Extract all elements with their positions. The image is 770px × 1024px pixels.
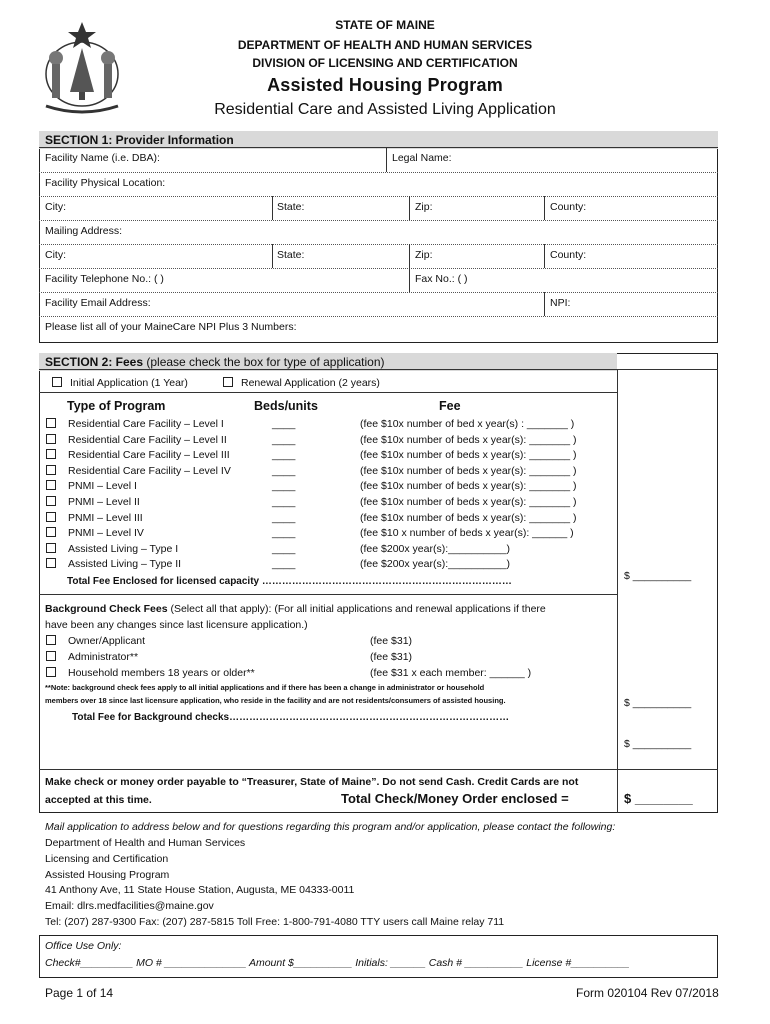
program-row[interactable] (46, 464, 577, 477)
background-check-checkbox[interactable] (46, 651, 56, 661)
background-check-name: Household members 18 years or older** (68, 667, 255, 679)
zip-field[interactable]: Zip: (415, 201, 433, 213)
payable-instruction-line2: accepted at this time. (45, 794, 152, 806)
background-check-name: Owner/Applicant (68, 635, 146, 647)
mailing-zip-field[interactable]: Zip: (415, 249, 433, 261)
mailing-state-field[interactable]: State: (277, 249, 305, 261)
background-check-name: Administrator** (68, 651, 139, 663)
col-fee: Fee (439, 399, 461, 413)
page-number: Page 1 of 14 (45, 986, 114, 1000)
total-background-checks: Total Fee for Background checks………………………………………………………………………… (72, 712, 510, 723)
program-beds[interactable]: ____ (272, 558, 296, 571)
mail-intro: Mail application to address below and for questions regarding this program and/or application, please contact the following: (45, 821, 616, 833)
program-row[interactable] (46, 418, 575, 430)
background-note-line2: members over 18 since last licensure application, who reside in the facility and are not residents/consumers of assisted housing. (45, 696, 506, 705)
background-note-line1: **Note: background check fees apply to all initial applications and if there has been a change in administrator or household (45, 683, 485, 692)
program-checkbox[interactable] (46, 558, 56, 568)
npi-list-field[interactable]: Please list all of your MaineCare NPI Plus 3 Numbers: (45, 321, 297, 333)
mailing-city-field[interactable]: City: (45, 249, 66, 261)
renewal-application-checkbox[interactable]: Renewal Application (2 years) (223, 377, 380, 389)
section2-title: SECTION 2: Fees (please check the box for type of application) (39, 353, 617, 371)
program-fee: (fee $10x number of beds x year(s): _______ ) (360, 496, 577, 508)
program-beds[interactable]: ____ (272, 433, 296, 446)
initial-application-checkbox[interactable]: Initial Application (1 Year) (52, 377, 188, 389)
program-checkbox[interactable] (46, 418, 56, 428)
program-fee: (fee $10x number of beds x year(s): _______ ) (360, 480, 577, 493)
amount-column-divider (617, 369, 618, 813)
program-name: Residential Care Facility – Level I (68, 418, 224, 430)
background-check-checkbox[interactable] (46, 667, 56, 677)
program-checkbox[interactable] (46, 434, 56, 444)
program-fee: (fee $10x number of bed x year(s) : _______ ) (360, 418, 575, 430)
header-subtitle: Residential Care and Assisted Living Application (214, 101, 556, 118)
office-use-title: Office Use Only: (45, 940, 122, 952)
program-checkbox[interactable] (46, 465, 56, 475)
program-beds[interactable]: ____ (272, 511, 296, 524)
header-department: DEPARTMENT OF HEALTH AND HUMAN SERVICES (237, 38, 533, 52)
office-use-fields: Check#_________ MO # ______________ Amount $__________ Initials: ______ Cash # __________ License #__________ (45, 957, 630, 969)
mailing-address-field[interactable]: Mailing Address: (45, 225, 123, 237)
background-check-fee: (fee $31) (370, 635, 413, 647)
npi-field[interactable]: NPI: (550, 297, 571, 309)
form-number: Form 020104 Rev 07/2018 (576, 986, 719, 1000)
col-type-of-program: Type of Program (67, 399, 166, 413)
background-check-title-line2: have been any changes since last licensure application.) (45, 619, 308, 631)
legal-name-field[interactable]: Legal Name: (392, 152, 452, 164)
header-division: DIVISION OF LICENSING AND CERTIFICATION (252, 56, 518, 70)
mail-line: Department of Health and Human Services (45, 837, 246, 849)
background-check-row[interactable] (46, 667, 532, 679)
mail-line: Assisted Housing Program (45, 868, 170, 881)
program-row[interactable] (46, 480, 577, 493)
program-beds[interactable]: ____ (272, 480, 296, 493)
program-beds[interactable]: ____ (272, 418, 296, 430)
program-row[interactable] (46, 433, 577, 446)
program-beds[interactable]: ____ (272, 542, 296, 555)
background-check-fee: (fee $31) (370, 651, 413, 663)
telephone-field[interactable]: Facility Telephone No.: ( ) (45, 273, 164, 285)
total-licensed-capacity: Total Fee Enclosed for licensed capacity ………………………………………………………………… (67, 576, 512, 587)
total-check-label: Total Check/Money Order enclosed = (341, 791, 569, 806)
program-fee: (fee $10 x number of beds x year(s): ______ ) (360, 527, 574, 540)
program-row[interactable] (46, 511, 577, 524)
total-licensed-amount[interactable]: $ __________ (624, 570, 692, 582)
program-name: Residential Care Facility – Level III (68, 449, 230, 462)
program-beds[interactable]: ____ (272, 449, 296, 462)
program-checkbox[interactable] (46, 512, 56, 522)
program-row[interactable] (46, 558, 511, 571)
state-field[interactable]: State: (277, 201, 305, 213)
background-check-row[interactable] (46, 651, 413, 663)
background-check-checkbox[interactable] (46, 635, 56, 645)
total-check-amount[interactable]: $ ________ (624, 791, 693, 806)
program-row[interactable] (46, 449, 577, 462)
physical-location-field[interactable]: Facility Physical Location: (45, 177, 166, 189)
mail-line: Email: dlrs.medfacilities@maine.gov (45, 900, 214, 913)
program-beds[interactable]: ____ (272, 496, 296, 508)
program-row[interactable] (46, 527, 574, 540)
program-row[interactable] (46, 542, 511, 555)
program-name: Assisted Living – Type II (68, 558, 182, 571)
background-check-row[interactable] (46, 635, 413, 647)
program-name: Residential Care Facility – Level II (68, 433, 227, 446)
program-fee: (fee $200x year(s):__________) (360, 542, 511, 555)
program-checkbox[interactable] (46, 449, 56, 459)
section1-title: SECTION 1: Provider Information (39, 131, 718, 149)
program-name: PNMI – Level IV (68, 527, 144, 540)
program-fee: (fee $10x number of beds x year(s): _______ ) (360, 449, 577, 462)
background-check-fee: (fee $31 x each member: ______ ) (370, 667, 532, 679)
program-beds[interactable]: ____ (272, 527, 296, 540)
col-beds-units: Beds/units (254, 399, 318, 413)
mail-line: Licensing and Certification (45, 852, 169, 865)
program-name: PNMI – Level II (68, 496, 140, 508)
program-checkbox[interactable] (46, 527, 56, 537)
mail-line: 41 Anthony Ave, 11 State House Station, Augusta, ME 04333-0011 (45, 884, 355, 897)
background-check-title: Background Check Fees (Select all that apply): (For all initial applications and renewal applications if there (45, 603, 546, 615)
mail-line: Tel: (207) 287-9300 Fax: (207) 287-5815 Toll Free: 1-800-791-4080 TTY users call Maine relay 711 (45, 916, 505, 928)
facility-name-field[interactable]: Facility Name (i.e. DBA): (45, 152, 160, 164)
program-name: PNMI – Level I (68, 480, 137, 493)
background-note-amount[interactable]: $ __________ (624, 697, 692, 709)
program-checkbox[interactable] (46, 496, 56, 506)
fax-field[interactable]: Fax No.: ( ) (415, 273, 468, 285)
program-name: Residential Care Facility – Level IV (68, 464, 231, 477)
mailing-county-field[interactable]: County: (550, 249, 587, 261)
program-checkbox[interactable] (46, 543, 56, 553)
county-field[interactable]: County: (550, 201, 587, 213)
header-state: STATE OF MAINE (335, 18, 435, 32)
total-background-amount[interactable]: $ __________ (624, 738, 692, 750)
program-beds[interactable]: ____ (272, 464, 296, 477)
program-checkbox[interactable] (46, 480, 56, 490)
program-name: PNMI – Level III (68, 511, 143, 524)
email-field[interactable]: Facility Email Address: (45, 297, 151, 309)
program-fee: (fee $10x number of beds x year(s): _______ ) (360, 511, 577, 524)
program-fee: (fee $200x year(s):__________) (360, 558, 511, 571)
program-row[interactable] (46, 496, 577, 508)
program-fee: (fee $10x number of beds x year(s): _______ ) (360, 433, 577, 446)
payable-instruction-line1: Make check or money order payable to “Treasurer, State of Maine”. Do not send Cash. Credit Cards are not (45, 776, 579, 788)
program-name: Assisted Living – Type I (68, 542, 179, 555)
header-program: Assisted Housing Program (267, 75, 503, 95)
program-fee: (fee $10x number of beds x year(s): _______ ) (360, 464, 577, 477)
city-field[interactable]: City: (45, 201, 66, 213)
